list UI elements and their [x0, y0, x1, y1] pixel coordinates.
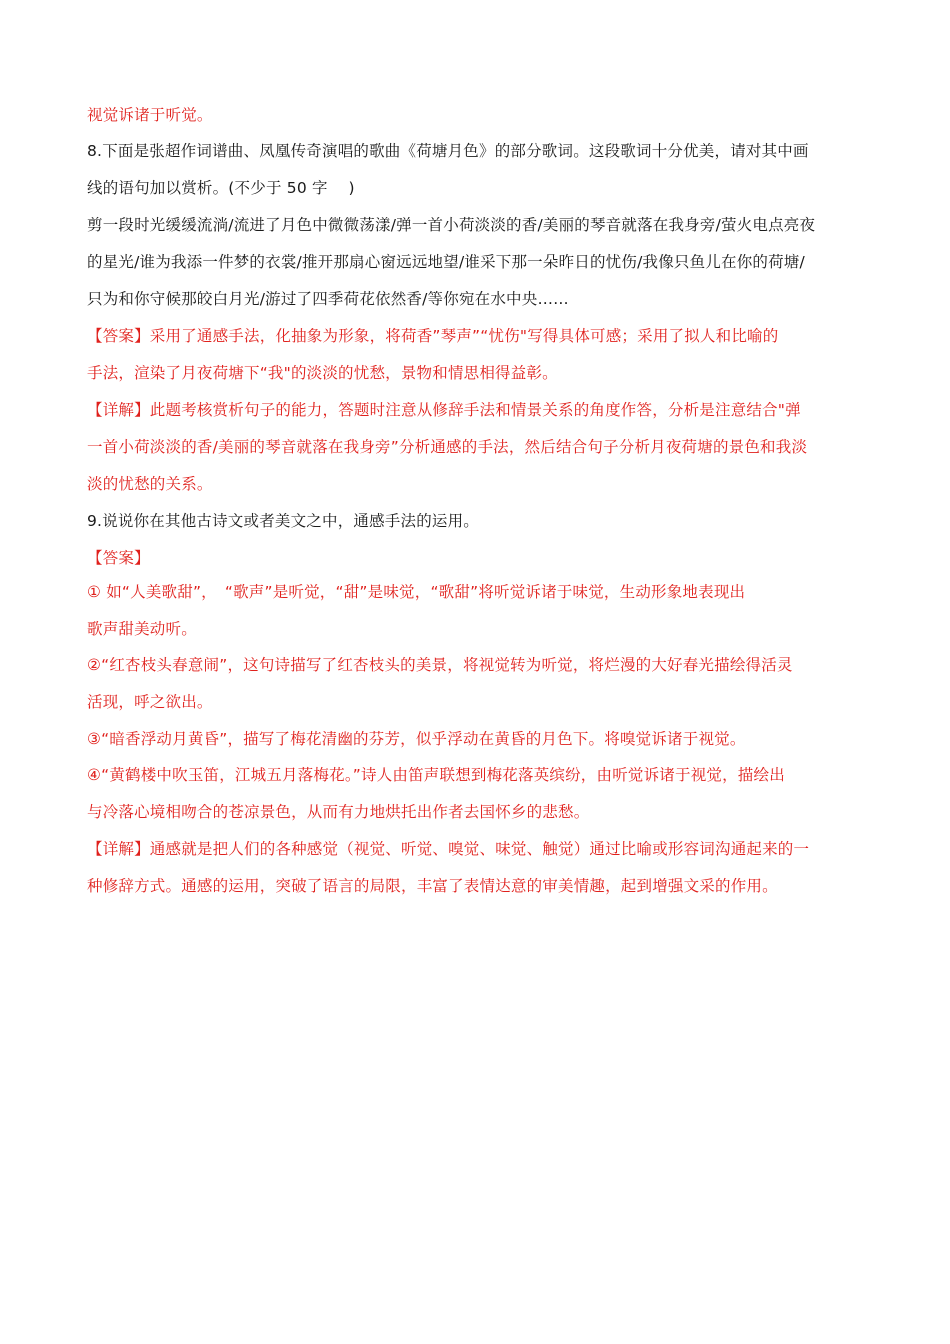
example-4-line-2: 与冷落心境相吻合的苍凉景色，从而有力地烘托出作者去国怀乡的悲愁。 — [87, 803, 590, 821]
example-2-line-2: 活现，呼之欲出。 — [87, 693, 213, 711]
question-8-answer-line-1: 【答案】采用了通感手法，化抽象为形象，将荷香”琴声”“忧伤"写得具体可感；采用了拟人和比喻的 — [87, 327, 779, 345]
question-8-detail-line-2: 一首小荷淡淡的香/美丽的琴音就落在我身旁”分析通感的手法，然后结合句子分析月夜荷塘的景色和我淡 — [87, 438, 808, 456]
question-9-prompt: 9.说说你在其他古诗文或者美文之中，通感手法的运用。 — [87, 512, 479, 530]
example-2-line-1: ②“红杏枝头春意闹”，这句诗描写了红杏枝头的美景，将视觉转为听觉，将烂漫的大好春光描绘得活灵 — [87, 656, 793, 674]
question-8-prompt-line-1: 8.下面是张超作词谱曲、凤凰传奇演唱的歌曲《荷塘月色》的部分歌词。这段歌词十分优美，请对其中画 — [87, 142, 809, 160]
example-3-line-1: ③“暗香浮动月黄昏”，描写了梅花清幽的芬芳，似乎浮动在黄昏的月色下。将嗅觉诉诸于视觉。 — [87, 730, 746, 748]
question-9-detail-line-1: 【详解】通感就是把人们的各种感觉（视觉、听觉、嗅觉、味觉、触觉）通过比喻或形容词沟通起来的一 — [87, 840, 810, 858]
lyrics-line-1: 剪一段时光缓缓流淌/流进了月色中微微荡漾/弹一首小荷淡淡的香/美丽的琴音就落在我身旁/萤火电点亮夜 — [87, 216, 816, 234]
previous-answer-continuation: 视觉诉诸于听觉。 — [87, 106, 213, 124]
question-9-answer-label: 【答案】 — [87, 549, 150, 567]
example-1-line-2: 歌声甜美动听。 — [87, 620, 197, 638]
question-8-detail-line-1: 【详解】此题考核赏析句子的能力，答题时注意从修辞手法和情景关系的角度作答，分析是注意结合"弹 — [87, 401, 801, 419]
lyrics-line-2: 的星光/谁为我添一件梦的衣裳/推开那扇心窗远远地望/谁采下那一朵昨日的忧伤/我像只鱼儿在你的荷塘/ — [87, 253, 805, 271]
question-8-prompt-line-2: 线的语句加以赏析。(不少于 50 字 ) — [87, 179, 355, 197]
question-8-answer-line-2: 手法，渲染了月夜荷塘下“我"的淡淡的忧愁，景物和情思相得益彰。 — [87, 364, 558, 382]
question-8-detail-line-3: 淡的忧愁的关系。 — [87, 475, 213, 493]
question-9-detail-line-2: 种修辞方式。通感的运用，突破了语言的局限，丰富了表情达意的审美情趣，起到增强文采的作用。 — [87, 877, 778, 895]
lyrics-line-3: 只为和你守候那皎白月光/游过了四季荷花依然香/等你宛在水中央…… — [87, 290, 569, 308]
example-1-line-1: ① 如“人美歌甜”， “歌声”是听觉，“甜”是味觉，“歌甜”将听觉诉诸于味觉，生动形象地表现出 — [87, 583, 746, 601]
example-4-line-1: ④“黄鹤楼中吹玉笛，江城五月落梅花。”诗人由笛声联想到梅花落英缤纷，由听觉诉诸于视觉，描绘出 — [87, 766, 785, 784]
